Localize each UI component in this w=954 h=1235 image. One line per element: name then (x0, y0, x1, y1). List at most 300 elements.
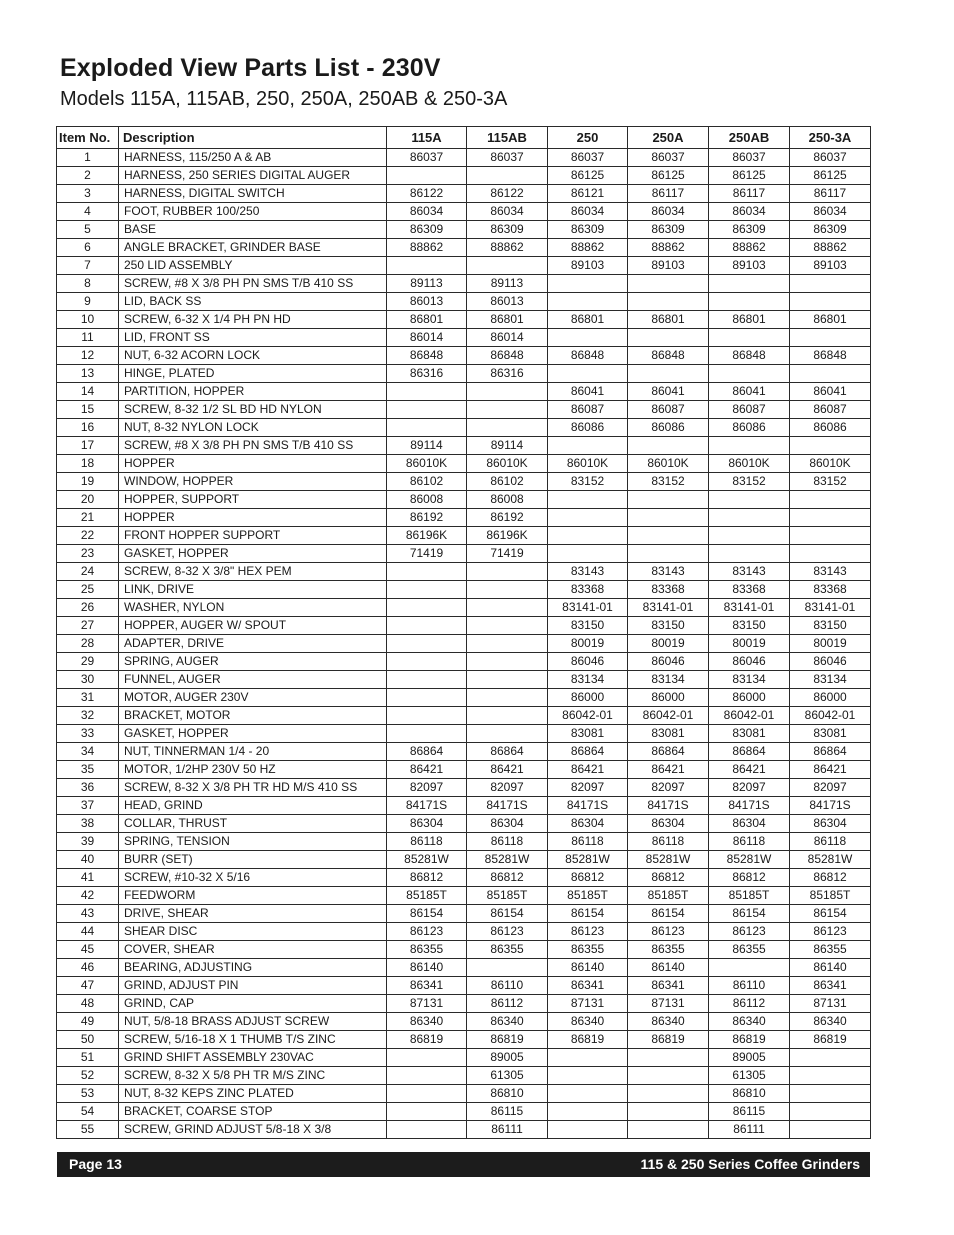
part-number-cell (628, 1121, 709, 1139)
part-number-cell (628, 545, 709, 563)
part-number-cell (548, 437, 628, 455)
part-number-cell: 89005 (709, 1049, 790, 1067)
part-number-cell: 86041 (548, 383, 628, 401)
column-header: Description (119, 127, 387, 149)
part-number-cell (387, 563, 467, 581)
part-number-cell: 86010K (628, 455, 709, 473)
part-number-cell (387, 1067, 467, 1085)
part-number-cell: 86125 (548, 167, 628, 185)
part-number-cell: 86122 (387, 185, 467, 203)
part-number-cell (709, 527, 790, 545)
description-cell: COLLAR, THRUST (119, 815, 387, 833)
part-number-cell: 86154 (709, 905, 790, 923)
part-number-cell (628, 1103, 709, 1121)
table-row (57, 347, 871, 365)
part-number-cell: 86355 (709, 941, 790, 959)
part-number-cell: 86341 (387, 977, 467, 995)
part-number-cell: 86125 (628, 167, 709, 185)
description-cell: BEARING, ADJUSTING (119, 959, 387, 977)
table-row (57, 977, 871, 995)
part-number-cell (387, 383, 467, 401)
part-number-cell: 83368 (548, 581, 628, 599)
part-number-cell: 85281W (387, 851, 467, 869)
item-number-cell: 33 (57, 725, 119, 743)
part-number-cell: 83134 (790, 671, 871, 689)
description-cell: NUT, 8-32 NYLON LOCK (119, 419, 387, 437)
part-number-cell: 88862 (790, 239, 871, 257)
page-footer (57, 1152, 870, 1177)
parts-table (56, 126, 871, 1139)
description-cell: HARNESS, DIGITAL SWITCH (119, 185, 387, 203)
item-number-cell: 17 (57, 437, 119, 455)
part-number-cell: 86111 (467, 1121, 548, 1139)
item-number-cell: 25 (57, 581, 119, 599)
table-row (57, 743, 871, 761)
part-number-cell: 86010K (709, 455, 790, 473)
part-number-cell (467, 581, 548, 599)
part-number-cell: 86810 (467, 1085, 548, 1103)
table-row (57, 833, 871, 851)
table-row (57, 671, 871, 689)
part-number-cell: 86014 (387, 329, 467, 347)
table-row (57, 419, 871, 437)
part-number-cell: 83141-01 (790, 599, 871, 617)
part-number-cell: 86042-01 (790, 707, 871, 725)
part-number-cell: 86140 (790, 959, 871, 977)
part-number-cell: 86087 (548, 401, 628, 419)
part-number-cell: 86864 (709, 743, 790, 761)
part-number-cell: 82097 (790, 779, 871, 797)
part-number-cell (467, 563, 548, 581)
part-number-cell (628, 509, 709, 527)
part-number-cell: 85281W (628, 851, 709, 869)
item-number-cell: 35 (57, 761, 119, 779)
part-number-cell: 86848 (628, 347, 709, 365)
part-number-cell: 87131 (548, 995, 628, 1013)
description-cell: FUNNEL, AUGER (119, 671, 387, 689)
part-number-cell (548, 509, 628, 527)
table-row (57, 1049, 871, 1067)
part-number-cell: 86118 (387, 833, 467, 851)
part-number-cell: 86102 (387, 473, 467, 491)
part-number-cell (387, 419, 467, 437)
table-row (57, 149, 871, 167)
item-number-cell: 49 (57, 1013, 119, 1031)
table-row (57, 1085, 871, 1103)
table-row (57, 401, 871, 419)
item-number-cell: 32 (57, 707, 119, 725)
part-number-cell: 86034 (628, 203, 709, 221)
part-number-cell: 86355 (548, 941, 628, 959)
part-number-cell: 86421 (790, 761, 871, 779)
part-number-cell: 86110 (467, 977, 548, 995)
part-number-cell (790, 527, 871, 545)
part-number-cell: 85281W (709, 851, 790, 869)
part-number-cell: 83081 (548, 725, 628, 743)
part-number-cell: 86034 (387, 203, 467, 221)
part-number-cell (628, 491, 709, 509)
page-title: Exploded View Parts List - 230V (60, 54, 441, 82)
item-number-cell: 20 (57, 491, 119, 509)
description-cell: FEEDWORM (119, 887, 387, 905)
part-number-cell (628, 329, 709, 347)
part-number-cell: 86000 (709, 689, 790, 707)
part-number-cell: 86848 (467, 347, 548, 365)
part-number-cell: 84171S (628, 797, 709, 815)
part-number-cell: 86123 (548, 923, 628, 941)
part-number-cell (387, 1085, 467, 1103)
column-header: 115AB (467, 127, 548, 149)
description-cell: BASE (119, 221, 387, 239)
part-number-cell: 71419 (467, 545, 548, 563)
part-number-cell: 86801 (548, 311, 628, 329)
description-cell: 250 LID ASSEMBLY (119, 257, 387, 275)
part-number-cell: 85281W (548, 851, 628, 869)
part-number-cell (790, 1067, 871, 1085)
item-number-cell: 21 (57, 509, 119, 527)
part-number-cell: 86309 (790, 221, 871, 239)
part-number-cell: 86112 (709, 995, 790, 1013)
description-cell: SPRING, TENSION (119, 833, 387, 851)
table-row (57, 941, 871, 959)
part-number-cell (790, 1049, 871, 1067)
table-row (57, 1013, 871, 1031)
part-number-cell: 86034 (548, 203, 628, 221)
item-number-cell: 24 (57, 563, 119, 581)
part-number-cell (548, 1103, 628, 1121)
part-number-cell: 86316 (387, 365, 467, 383)
part-number-cell: 83152 (628, 473, 709, 491)
part-number-cell: 88862 (467, 239, 548, 257)
description-cell: GRIND SHIFT ASSEMBLY 230VAC (119, 1049, 387, 1067)
table-row (57, 203, 871, 221)
part-number-cell: 86812 (548, 869, 628, 887)
item-number-cell: 45 (57, 941, 119, 959)
part-number-cell: 86819 (387, 1031, 467, 1049)
part-number-cell: 83134 (709, 671, 790, 689)
part-number-cell: 71419 (387, 545, 467, 563)
part-number-cell: 80019 (790, 635, 871, 653)
part-number-cell (628, 293, 709, 311)
item-number-cell: 13 (57, 365, 119, 383)
part-number-cell: 86010K (387, 455, 467, 473)
item-number-cell: 22 (57, 527, 119, 545)
part-number-cell: 61305 (467, 1067, 548, 1085)
table-row (57, 527, 871, 545)
part-number-cell: 83143 (628, 563, 709, 581)
part-number-cell: 86864 (628, 743, 709, 761)
table-row (57, 473, 871, 491)
part-number-cell: 86123 (709, 923, 790, 941)
description-cell: SHEAR DISC (119, 923, 387, 941)
part-number-cell: 86355 (628, 941, 709, 959)
part-number-cell: 86848 (790, 347, 871, 365)
part-number-cell: 86037 (790, 149, 871, 167)
part-number-cell: 86123 (790, 923, 871, 941)
part-number-cell: 61305 (709, 1067, 790, 1085)
part-number-cell: 86154 (790, 905, 871, 923)
part-number-cell: 86086 (709, 419, 790, 437)
part-number-cell: 83141-01 (548, 599, 628, 617)
part-number-cell: 86196K (387, 527, 467, 545)
part-number-cell: 89103 (709, 257, 790, 275)
part-number-cell: 85185T (709, 887, 790, 905)
part-number-cell (628, 527, 709, 545)
part-number-cell: 86123 (628, 923, 709, 941)
part-number-cell (790, 545, 871, 563)
description-cell: PARTITION, HOPPER (119, 383, 387, 401)
part-number-cell: 86864 (387, 743, 467, 761)
part-number-cell: 82097 (709, 779, 790, 797)
part-number-cell (387, 707, 467, 725)
table-row (57, 509, 871, 527)
part-number-cell: 86819 (467, 1031, 548, 1049)
part-number-cell (709, 959, 790, 977)
part-number-cell: 83152 (709, 473, 790, 491)
item-number-cell: 53 (57, 1085, 119, 1103)
part-number-cell: 86154 (628, 905, 709, 923)
part-number-cell: 86046 (790, 653, 871, 671)
part-number-cell: 86111 (709, 1121, 790, 1139)
table-row (57, 995, 871, 1013)
description-cell: HEAD, GRIND (119, 797, 387, 815)
part-number-cell (548, 1121, 628, 1139)
item-number-cell: 16 (57, 419, 119, 437)
part-number-cell: 86801 (467, 311, 548, 329)
part-number-cell: 86008 (387, 491, 467, 509)
part-number-cell: 86087 (790, 401, 871, 419)
part-number-cell (467, 707, 548, 725)
description-cell: DRIVE, SHEAR (119, 905, 387, 923)
item-number-cell: 39 (57, 833, 119, 851)
part-number-cell: 86812 (709, 869, 790, 887)
part-number-cell: 86086 (790, 419, 871, 437)
part-number-cell: 86041 (709, 383, 790, 401)
part-number-cell: 86034 (790, 203, 871, 221)
part-number-cell: 86010K (548, 455, 628, 473)
part-number-cell: 86864 (548, 743, 628, 761)
item-number-cell: 51 (57, 1049, 119, 1067)
part-number-cell: 86037 (548, 149, 628, 167)
part-number-cell: 86123 (387, 923, 467, 941)
description-cell: NUT, TINNERMAN 1/4 - 20 (119, 743, 387, 761)
part-number-cell: 84171S (467, 797, 548, 815)
table-row (57, 635, 871, 653)
part-number-cell: 83141-01 (709, 599, 790, 617)
part-number-cell (548, 545, 628, 563)
item-number-cell: 47 (57, 977, 119, 995)
part-number-cell: 83368 (790, 581, 871, 599)
column-header: 250-3A (790, 127, 871, 149)
part-number-cell: 86421 (548, 761, 628, 779)
description-cell: HARNESS, 250 SERIES DIGITAL AUGER (119, 167, 387, 185)
part-number-cell: 86812 (387, 869, 467, 887)
part-number-cell: 86117 (628, 185, 709, 203)
part-number-cell: 83150 (790, 617, 871, 635)
part-number-cell: 86309 (628, 221, 709, 239)
part-number-cell (548, 1067, 628, 1085)
part-number-cell: 80019 (709, 635, 790, 653)
description-cell: BRACKET, COARSE STOP (119, 1103, 387, 1121)
part-number-cell: 83150 (628, 617, 709, 635)
part-number-cell: 86340 (387, 1013, 467, 1031)
description-cell: MOTOR, 1/2HP 230V 50 HZ (119, 761, 387, 779)
table-row (57, 239, 871, 257)
part-number-cell (387, 1049, 467, 1067)
part-number-cell (548, 527, 628, 545)
description-cell: LINK, DRIVE (119, 581, 387, 599)
part-number-cell: 88862 (628, 239, 709, 257)
part-number-cell (467, 167, 548, 185)
column-header: Item No. (57, 127, 119, 149)
part-number-cell: 83152 (548, 473, 628, 491)
part-number-cell: 85185T (387, 887, 467, 905)
description-cell: LID, BACK SS (119, 293, 387, 311)
part-number-cell (790, 509, 871, 527)
item-number-cell: 14 (57, 383, 119, 401)
part-number-cell: 86309 (387, 221, 467, 239)
part-number-cell (387, 635, 467, 653)
part-number-cell: 86341 (790, 977, 871, 995)
item-number-cell: 27 (57, 617, 119, 635)
part-number-cell: 86118 (467, 833, 548, 851)
column-header: 115A (387, 127, 467, 149)
part-number-cell: 86340 (628, 1013, 709, 1031)
part-number-cell: 89103 (790, 257, 871, 275)
description-cell: GASKET, HOPPER (119, 545, 387, 563)
part-number-cell: 82097 (628, 779, 709, 797)
part-number-cell: 86316 (467, 365, 548, 383)
description-cell: HOPPER (119, 455, 387, 473)
part-number-cell: 88862 (709, 239, 790, 257)
table-row (57, 185, 871, 203)
part-number-cell: 82097 (467, 779, 548, 797)
part-number-cell: 83368 (628, 581, 709, 599)
part-number-cell: 86125 (790, 167, 871, 185)
table-row (57, 887, 871, 905)
part-number-cell: 85281W (467, 851, 548, 869)
part-number-cell: 86309 (467, 221, 548, 239)
description-cell: SCREW, #8 X 3/8 PH PN SMS T/B 410 SS (119, 437, 387, 455)
part-number-cell: 86192 (387, 509, 467, 527)
item-number-cell: 18 (57, 455, 119, 473)
header-row (57, 127, 871, 149)
part-number-cell: 86812 (790, 869, 871, 887)
item-number-cell: 41 (57, 869, 119, 887)
description-cell: SCREW, 6-32 X 1/4 PH PN HD (119, 311, 387, 329)
part-number-cell: 83081 (709, 725, 790, 743)
part-number-cell: 86355 (387, 941, 467, 959)
column-header: 250A (628, 127, 709, 149)
part-number-cell: 86304 (548, 815, 628, 833)
part-number-cell: 86118 (709, 833, 790, 851)
part-number-cell: 86112 (467, 995, 548, 1013)
part-number-cell: 86196K (467, 527, 548, 545)
part-number-cell: 86037 (387, 149, 467, 167)
part-number-cell: 84171S (709, 797, 790, 815)
part-number-cell: 86421 (387, 761, 467, 779)
item-number-cell: 48 (57, 995, 119, 1013)
part-number-cell: 86000 (548, 689, 628, 707)
part-number-cell: 86037 (628, 149, 709, 167)
part-number-cell: 86864 (790, 743, 871, 761)
part-number-cell (790, 1103, 871, 1121)
item-number-cell: 6 (57, 239, 119, 257)
part-number-cell: 86086 (548, 419, 628, 437)
part-number-cell (467, 635, 548, 653)
part-number-cell: 86037 (709, 149, 790, 167)
part-number-cell: 86008 (467, 491, 548, 509)
part-number-cell: 86812 (628, 869, 709, 887)
table-row (57, 581, 871, 599)
description-cell: BRACKET, MOTOR (119, 707, 387, 725)
part-number-cell (548, 293, 628, 311)
table-row (57, 617, 871, 635)
item-number-cell: 55 (57, 1121, 119, 1139)
part-number-cell: 89113 (387, 275, 467, 293)
part-number-cell (548, 491, 628, 509)
part-number-cell: 84171S (790, 797, 871, 815)
item-number-cell: 26 (57, 599, 119, 617)
part-number-cell: 86121 (548, 185, 628, 203)
part-number-cell (790, 1085, 871, 1103)
item-number-cell: 28 (57, 635, 119, 653)
part-number-cell (709, 293, 790, 311)
part-number-cell: 86087 (628, 401, 709, 419)
item-number-cell: 4 (57, 203, 119, 221)
item-number-cell: 52 (57, 1067, 119, 1085)
part-number-cell: 80019 (628, 635, 709, 653)
part-number-cell: 86801 (387, 311, 467, 329)
part-number-cell: 87131 (387, 995, 467, 1013)
part-number-cell (387, 689, 467, 707)
table-row (57, 599, 871, 617)
table-row (57, 653, 871, 671)
document-title: 115 & 250 Series Coffee Grinders (640, 1156, 860, 1172)
item-number-cell: 29 (57, 653, 119, 671)
table-row (57, 1103, 871, 1121)
part-number-cell (387, 401, 467, 419)
item-number-cell: 3 (57, 185, 119, 203)
part-number-cell: 83134 (548, 671, 628, 689)
part-number-cell: 86864 (467, 743, 548, 761)
part-number-cell: 86118 (628, 833, 709, 851)
part-number-cell: 86042-01 (548, 707, 628, 725)
part-number-cell: 84171S (387, 797, 467, 815)
part-number-cell (548, 365, 628, 383)
part-number-cell: 86421 (467, 761, 548, 779)
description-cell: ADAPTER, DRIVE (119, 635, 387, 653)
table-row (57, 383, 871, 401)
part-number-cell (790, 293, 871, 311)
description-cell: NUT, 6-32 ACORN LOCK (119, 347, 387, 365)
item-number-cell: 50 (57, 1031, 119, 1049)
part-number-cell: 86046 (628, 653, 709, 671)
table-row (57, 275, 871, 293)
table-row (57, 689, 871, 707)
part-number-cell: 86102 (467, 473, 548, 491)
item-number-cell: 36 (57, 779, 119, 797)
part-number-cell: 86848 (548, 347, 628, 365)
description-cell: BURR (SET) (119, 851, 387, 869)
part-number-cell: 85185T (548, 887, 628, 905)
part-number-cell (467, 689, 548, 707)
part-number-cell: 86013 (467, 293, 548, 311)
description-cell: SCREW, 8-32 X 3/8 PH TR HD M/S 410 SS (119, 779, 387, 797)
part-number-cell: 85185T (628, 887, 709, 905)
part-number-cell: 83368 (709, 581, 790, 599)
item-number-cell: 31 (57, 689, 119, 707)
